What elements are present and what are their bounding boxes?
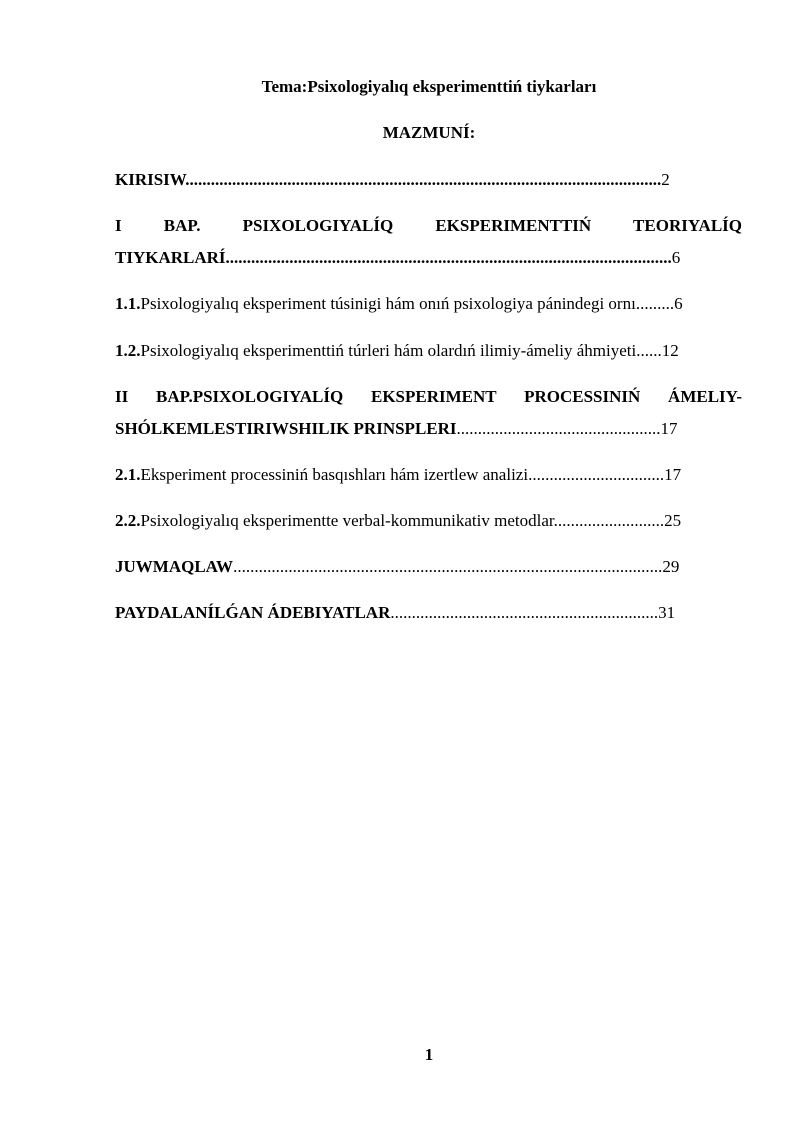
toc-word: I bbox=[115, 216, 122, 235]
toc-entry-2-1 bbox=[115, 465, 742, 485]
toc-entry-kirisiw bbox=[115, 170, 742, 190]
toc-leader-dots: ............................................................... bbox=[390, 603, 659, 622]
toc-entry-2-2 bbox=[115, 511, 742, 531]
toc-entry-juwmaqlaw bbox=[115, 557, 742, 577]
toc-entry-adebiyatlar bbox=[115, 603, 742, 623]
toc-entry-label: Eksperiment processiniń basqıshları hám izertlew analizi bbox=[140, 465, 529, 484]
toc-entry-page: 17 bbox=[664, 465, 682, 484]
toc-entry-label: TIYKARLARÍ bbox=[115, 248, 226, 267]
toc-word: PROCESSINIŃ bbox=[524, 387, 641, 406]
toc-entry-number: 2.1. bbox=[115, 465, 141, 484]
toc-entry-page: 29 bbox=[662, 557, 680, 576]
toc-word: ÁMELIY- bbox=[668, 387, 743, 406]
toc-entry-label: KIRISIW bbox=[115, 170, 186, 189]
page-number: 1 bbox=[424, 1045, 434, 1064]
toc-leader-dots: ......................................................................................................... bbox=[225, 248, 672, 267]
toc-entry-1-2 bbox=[115, 341, 742, 361]
toc-word: BAP.PSIXOLOGIYALÍQ bbox=[156, 387, 344, 406]
toc-entry-page: 31 bbox=[658, 603, 676, 622]
toc-leader-dots: ...... bbox=[636, 341, 662, 360]
toc-entry-label: Psixologiyalıq eksperimentte verbal-kommunikativ metodlar bbox=[140, 511, 554, 530]
toc-leader-dots: ................................ bbox=[528, 465, 665, 484]
toc-entry-label: JUWMAQLAW bbox=[115, 557, 234, 576]
toc-entry-page: 25 bbox=[664, 511, 682, 530]
toc-entry-bap2-line2 bbox=[115, 419, 742, 439]
toc-entry-page: 17 bbox=[660, 419, 678, 438]
toc-entry-page: 6 bbox=[671, 248, 681, 267]
toc-entry-label: PAYDALANÍLǴAN ÁDEBIYATLAR bbox=[115, 603, 391, 622]
toc-entry-number: 1.2. bbox=[115, 341, 141, 360]
toc-word: TEORIYALÍQ bbox=[633, 216, 743, 235]
toc-word: EKSPERIMENTTIŃ bbox=[435, 216, 592, 235]
document-title: Tema:Psixologiyalıq eksperimenttiń tiykarları bbox=[261, 77, 597, 96]
toc-leader-dots: ................................................ bbox=[456, 419, 661, 438]
toc-entry-bap1-line1 bbox=[115, 216, 742, 236]
toc-entry-page: 2 bbox=[661, 170, 670, 189]
toc-entry-bap2-line1 bbox=[115, 387, 742, 407]
toc-entry-label: SHÓLKEMLESTIRIWSHILIK PRINSPLERI bbox=[115, 419, 457, 438]
toc-leader-dots: ......... bbox=[635, 294, 675, 313]
toc-entry-bap1-line2 bbox=[115, 248, 742, 268]
toc-entry-page: 12 bbox=[661, 341, 679, 360]
toc-leader-dots: ..................................................................................................... bbox=[233, 557, 663, 576]
toc-leader-dots: ................................................................................................................ bbox=[185, 170, 662, 189]
toc-entry-number: 1.1. bbox=[115, 294, 141, 313]
toc-entry-page: 6 bbox=[674, 294, 683, 313]
toc-entry-label: Psixologiyalıq eksperiment túsinigi hám onıń psixologiya pánindegi ornı bbox=[140, 294, 636, 313]
toc-heading: MAZMUNÍ: bbox=[382, 123, 476, 142]
toc-word: EKSPERIMENT bbox=[370, 387, 497, 406]
toc-word: BAP. bbox=[163, 216, 201, 235]
toc-entry-number: 2.2. bbox=[115, 511, 141, 530]
toc-leader-dots: .......................... bbox=[553, 511, 665, 530]
toc-word: II bbox=[115, 387, 129, 406]
toc-entry-label: Psixologiyalıq eksperimenttiń túrleri hám olardıń ilimiy-ámeliy áhmiyeti bbox=[140, 341, 637, 360]
toc-entry-1-1 bbox=[115, 294, 742, 314]
toc-word: PSIXOLOGIYALÍQ bbox=[242, 216, 394, 235]
